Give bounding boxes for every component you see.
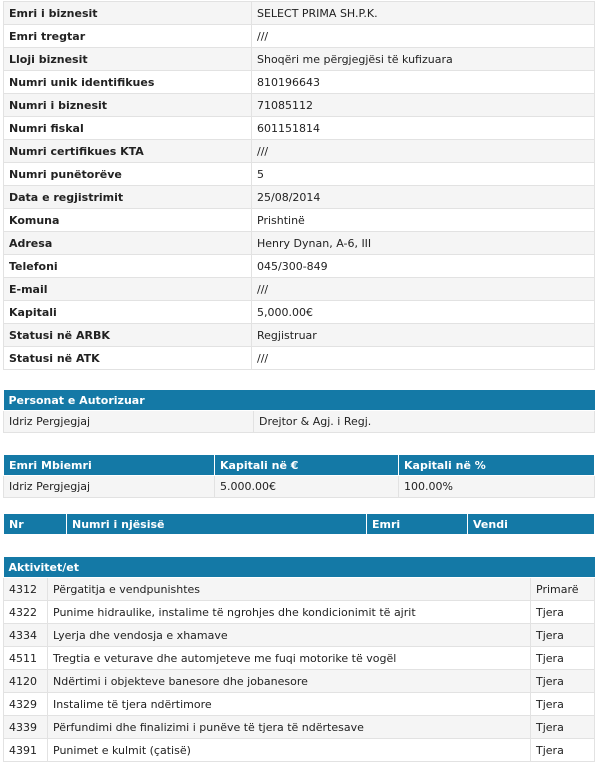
table-row (4, 739, 595, 762)
info-row (4, 48, 595, 71)
info-row (4, 232, 595, 255)
info-value: /// (252, 25, 595, 48)
activity-code: 4329 (4, 693, 48, 716)
owners-col-name: Emri Mbiemri (4, 455, 215, 476)
info-row (4, 186, 595, 209)
activity-kind: Tjera (531, 716, 595, 739)
activities-header (4, 557, 595, 578)
info-label: E-mail (4, 278, 252, 301)
activity-kind: Primarë (531, 578, 595, 601)
units-col-name: Emri (367, 514, 468, 534)
info-value: SELECT PRIMA SH.P.K. (252, 2, 595, 25)
info-label: Numri punëtorëve (4, 163, 252, 186)
table-row (4, 716, 595, 739)
activity-desc: Punime hidraulike, instalime të ngrohjes dhe kondicionimit të ajrit (48, 601, 531, 624)
info-row (4, 117, 595, 140)
info-label: Emri tregtar (4, 25, 252, 48)
activity-code: 4334 (4, 624, 48, 647)
table-row (4, 693, 595, 716)
owners-table (3, 454, 595, 498)
info-label: Kapitali (4, 301, 252, 324)
owner-percent: 100.00% (399, 476, 595, 498)
activity-desc: Përfundimi dhe finalizimi i punëve të tjera të ndërtesave (48, 716, 531, 739)
info-value: 25/08/2014 (252, 186, 595, 209)
info-row (4, 255, 595, 278)
info-label: Numri unik identifikues (4, 71, 252, 94)
info-value: 045/300-849 (252, 255, 595, 278)
activity-desc: Tregtia e veturave dhe automjeteve me fuqi motorike të vogël (48, 647, 531, 670)
owners-col-capital: Kapitali në € (215, 455, 399, 476)
info-row (4, 209, 595, 232)
owners-col-percent: Kapitali në % (399, 455, 595, 476)
table-row (4, 411, 595, 433)
activity-code: 4322 (4, 601, 48, 624)
units-col-place: Vendi (468, 514, 595, 534)
info-value: 810196643 (252, 71, 595, 94)
activities-title: Aktivitet/et (4, 557, 595, 578)
authorized-name: Idriz Pergjegjaj (4, 411, 254, 433)
authorized-title: Personat e Autorizuar (4, 390, 595, 411)
info-value: 601151814 (252, 117, 595, 140)
authorized-header (4, 390, 595, 411)
owner-capital: 5.000.00€ (215, 476, 399, 498)
activity-desc: Instalime të tjera ndërtimore (48, 693, 531, 716)
info-row (4, 301, 595, 324)
table-row (4, 624, 595, 647)
activity-desc: Lyerja dhe vendosja e xhamave (48, 624, 531, 647)
table-row (4, 647, 595, 670)
activity-desc: Punimet e kulmit (çatisë) (48, 739, 531, 762)
owner-name: Idriz Pergjegjaj (4, 476, 215, 498)
info-label: Komuna (4, 209, 252, 232)
info-value: /// (252, 140, 595, 163)
info-label: Emri i biznesit (4, 2, 252, 25)
activity-kind: Tjera (531, 670, 595, 693)
info-row (4, 278, 595, 301)
authorized-persons-table (3, 389, 595, 433)
info-label: Adresa (4, 232, 252, 255)
units-col-nr: Nr (4, 514, 67, 534)
table-row (4, 601, 595, 624)
info-label: Numri fiskal (4, 117, 252, 140)
info-value: 71085112 (252, 94, 595, 117)
info-row (4, 324, 595, 347)
info-value: /// (252, 278, 595, 301)
activity-desc: Ndërtimi i objekteve banesore dhe jobanesore (48, 670, 531, 693)
activity-code: 4312 (4, 578, 48, 601)
info-row (4, 163, 595, 186)
units-col-unit-number: Numri i njësisë (67, 514, 367, 534)
info-label: Data e regjistrimit (4, 186, 252, 209)
info-value: Regjistruar (252, 324, 595, 347)
info-value: 5 (252, 163, 595, 186)
units-header (4, 514, 595, 534)
info-label: Numri i biznesit (4, 94, 252, 117)
info-label: Numri certifikues KTA (4, 140, 252, 163)
info-row (4, 94, 595, 117)
activity-code: 4120 (4, 670, 48, 693)
activity-kind: Tjera (531, 647, 595, 670)
business-info-table (3, 1, 595, 370)
info-row (4, 347, 595, 370)
activity-code: 4339 (4, 716, 48, 739)
info-value: 5,000.00€ (252, 301, 595, 324)
info-row (4, 2, 595, 25)
table-row (4, 670, 595, 693)
activities-table (3, 556, 595, 762)
activity-kind: Tjera (531, 739, 595, 762)
activity-kind: Tjera (531, 601, 595, 624)
activity-code: 4511 (4, 647, 48, 670)
info-row (4, 71, 595, 94)
table-row (4, 476, 595, 498)
info-label: Statusi në ARBK (4, 324, 252, 347)
activity-desc: Përgatitja e vendpunishtes (48, 578, 531, 601)
owners-header (4, 455, 595, 476)
authorized-role: Drejtor & Agj. i Regj. (254, 411, 595, 433)
info-label: Statusi në ATK (4, 347, 252, 370)
units-table (3, 514, 595, 534)
info-row (4, 140, 595, 163)
table-row (4, 578, 595, 601)
activity-code: 4391 (4, 739, 48, 762)
info-value: /// (252, 347, 595, 370)
info-label: Telefoni (4, 255, 252, 278)
activity-kind: Tjera (531, 693, 595, 716)
info-value: Shoqëri me përgjegjësi të kufizuara (252, 48, 595, 71)
info-label: Lloji biznesit (4, 48, 252, 71)
info-value: Prishtinë (252, 209, 595, 232)
info-row (4, 25, 595, 48)
info-value: Henry Dynan, A-6, III (252, 232, 595, 255)
activity-kind: Tjera (531, 624, 595, 647)
